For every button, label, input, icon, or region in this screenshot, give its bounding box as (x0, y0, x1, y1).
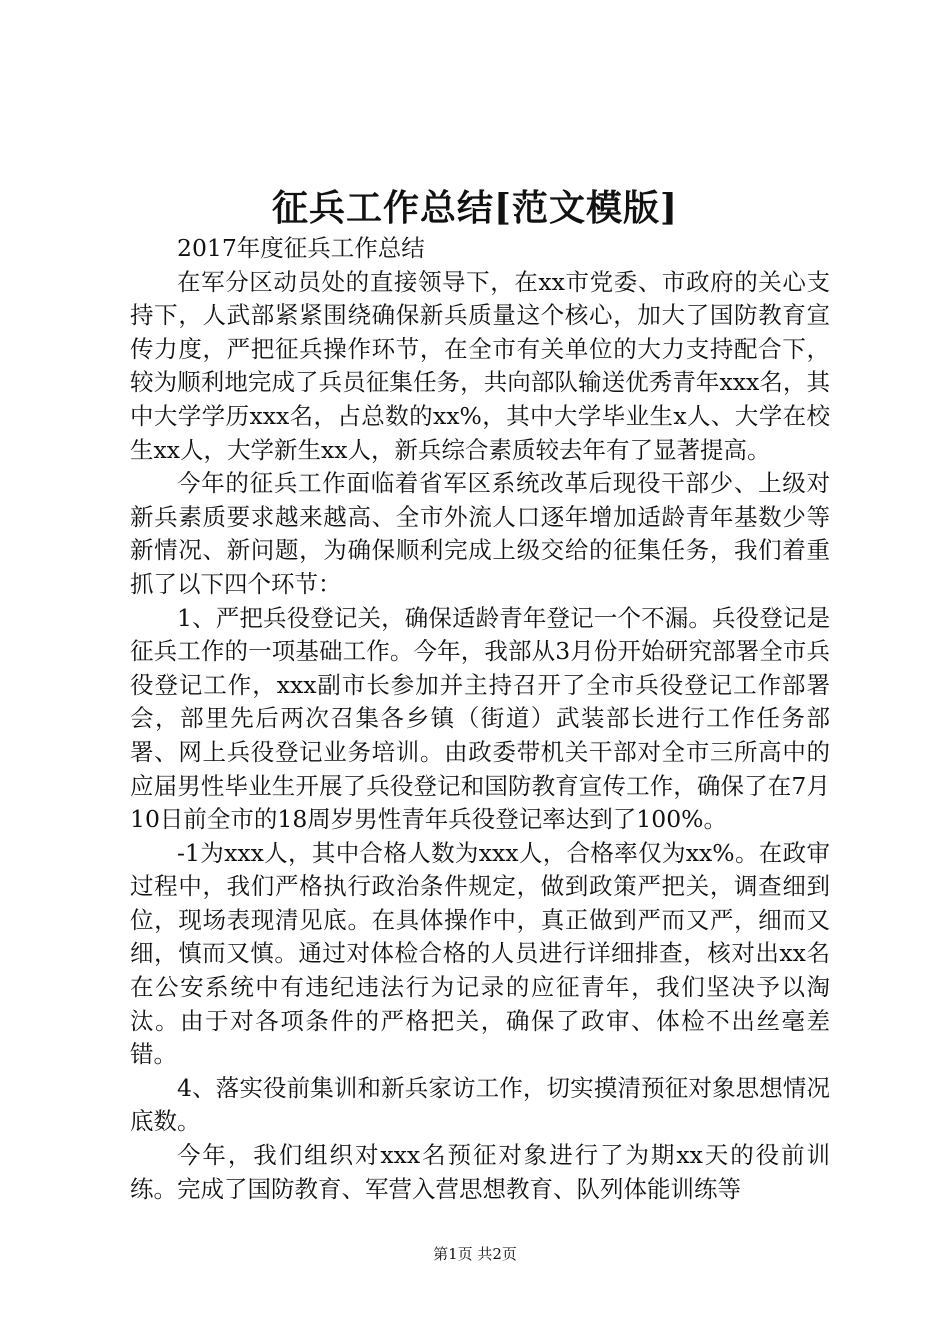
document-title: 征兵工作总结[范文模版] (271, 187, 679, 229)
body-paragraph: 今年的征兵工作面临着省军区系统改革后现役干部少、上级对新兵素质要求越来越高、全市外流人口逐年增加适龄青年基数少等新情况、新问题，为确保顺利完成上级交给的征集任务，我们着重抓了以下四个环节： (130, 469, 830, 598)
body-paragraph: 在军分区动员处的直接领导下，在xx市党委、市政府的关心支持下，人武部紧紧围绕确保新兵质量这个核心，加大了国防教育宣传力度，严把征兵操作环节，在全市有关单位的大力支持配合下，较为顺利地完成了兵员征集任务，共向部队输送优秀青年xxx名，其中大学学历xxx名，占总数的xx%，其中大学毕业生x人、大学在校生xx人，大学新生xx人，新兵综合素质较去年有了显著提高。 (130, 267, 830, 464)
body-paragraph: 4、落实役前集训和新兵家访工作，切实摸清预征对象思想情况底数。 (130, 1073, 830, 1136)
body-paragraph: -1为xxx人，其中合格人数为xxx人，合格率仅为xx%。在政审过程中，我们严格执行政治条件规定，做到政策严把关，调查细到位，现场表现清见底。在具体操作中，真正做到严而又严，细而又细，慎而又慎。通过对体检合格的人员进行详细排查，核对出xx名在公安系统中有违纪违法行为记录的应征青年，我们坚决予以淘汰。由于对各项条件的严格把关，确保了政审、体检不出丝毫差错。 (130, 838, 830, 1069)
subtitle-paragraph: 2017年度征兵工作总结 (177, 234, 425, 262)
body-paragraph: 1、严把兵役登记关，确保适龄青年登记一个不漏。兵役登记是征兵工作的一项基础工作。今年，我部从3月份开始研究部署全市兵役登记工作，xxx副市长参加并主持召开了全市兵役登记工作部署会，部里先后两次召集各乡镇（街道）武装部长进行工作任务部署、网上兵役登记业务培训。由政委带机关干部对全市三所高中的应届男性毕业生开展了兵役登记和国防教育宣传工作，确保了在7月10日前全市的18周岁男性青年兵役登记率达到了100%。 (130, 603, 830, 834)
page-number-footer: 第1页 共2页 (433, 1245, 517, 1263)
document-body (130, 232, 830, 1206)
body-paragraph: 今年，我们组织对xxx名预征对象进行了为期xx天的役前训练。完成了国防教育、军营入营思想教育、队列体能训练等 (130, 1141, 830, 1203)
